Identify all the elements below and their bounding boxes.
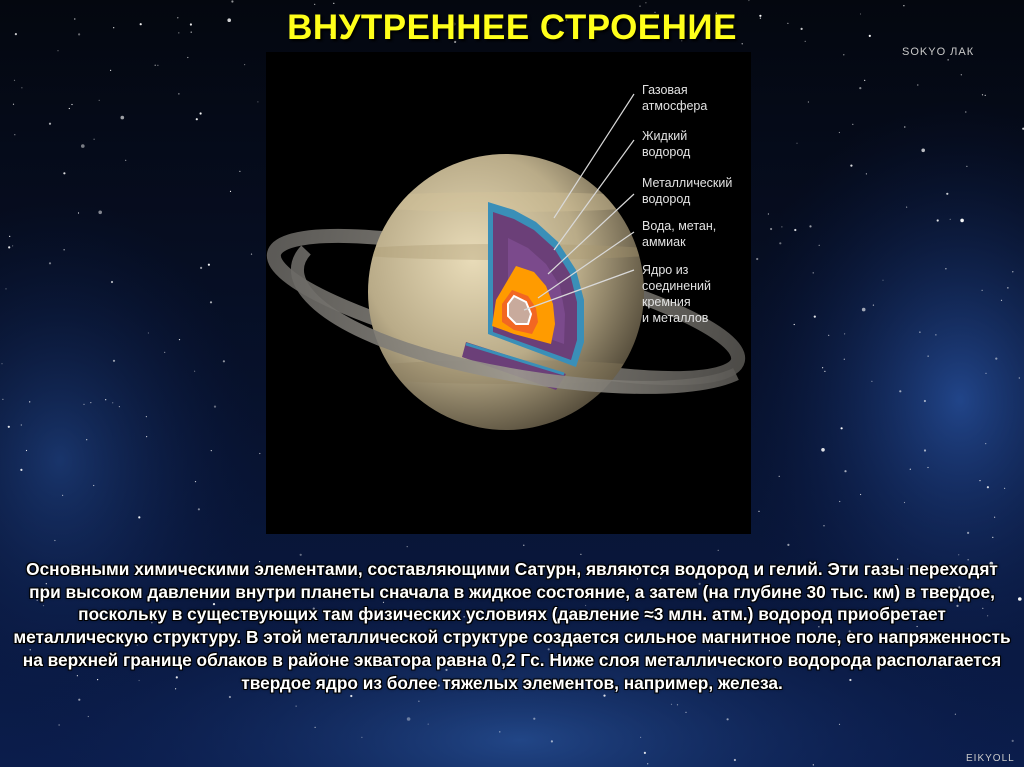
star — [844, 333, 845, 334]
star — [428, 724, 429, 725]
star — [822, 367, 823, 368]
star — [862, 308, 866, 312]
star — [823, 525, 824, 526]
star — [828, 335, 829, 336]
star — [960, 219, 964, 223]
star — [995, 358, 997, 360]
star — [69, 108, 70, 109]
star — [685, 712, 686, 713]
star — [257, 101, 258, 102]
photo-watermark-top: SOKYO ЛАК — [902, 46, 975, 58]
star — [906, 207, 907, 208]
star — [90, 402, 91, 403]
label-liquid-hydrogen: Жидкий водород — [642, 129, 691, 159]
star — [819, 245, 820, 246]
label-water-methane-ammonia: Вода, метан, аммиак — [642, 219, 717, 249]
label-gas-atmosphere: Газовая атмосфера — [642, 83, 708, 113]
star — [580, 554, 581, 555]
star — [935, 334, 936, 335]
star — [93, 485, 94, 486]
star — [300, 554, 302, 556]
star — [985, 373, 986, 374]
star — [860, 494, 861, 495]
star — [200, 112, 202, 114]
star — [333, 3, 334, 4]
star — [314, 4, 315, 5]
star — [94, 139, 95, 140]
star — [958, 554, 959, 555]
star — [640, 737, 641, 738]
star — [866, 173, 867, 174]
star — [955, 714, 956, 715]
star — [81, 144, 85, 148]
star — [12, 245, 13, 246]
star — [852, 124, 853, 125]
label-core: Ядро из соединений кремния и металлов — [642, 263, 712, 325]
star — [921, 149, 925, 153]
star — [551, 740, 553, 742]
star — [603, 695, 605, 697]
star — [29, 401, 30, 402]
star — [407, 717, 411, 721]
star — [850, 165, 852, 167]
star — [157, 65, 158, 66]
star — [86, 439, 87, 440]
label-metallic-hydrogen: Металлический водород — [642, 176, 733, 206]
star — [119, 406, 120, 407]
star — [924, 400, 926, 402]
star — [904, 502, 905, 503]
star — [903, 5, 904, 6]
star — [407, 546, 408, 547]
star — [155, 65, 156, 66]
star — [727, 718, 729, 720]
star — [794, 229, 796, 231]
star — [83, 404, 84, 405]
star — [882, 280, 883, 281]
star — [928, 356, 929, 357]
star — [839, 724, 840, 725]
star — [734, 759, 736, 761]
star — [214, 406, 216, 408]
star — [787, 544, 789, 546]
star — [296, 706, 297, 707]
star — [917, 84, 918, 85]
star — [844, 470, 846, 472]
star — [315, 727, 316, 728]
star — [644, 752, 646, 754]
star — [208, 264, 210, 266]
star — [994, 517, 995, 518]
star — [756, 258, 758, 260]
star — [899, 390, 901, 392]
star — [121, 116, 125, 120]
star — [210, 301, 212, 303]
star — [768, 213, 769, 214]
star — [647, 763, 648, 764]
star — [14, 134, 15, 135]
star — [950, 219, 951, 220]
star — [251, 254, 252, 255]
star — [871, 381, 872, 382]
star — [1, 363, 2, 364]
star — [21, 424, 22, 425]
star — [110, 70, 111, 71]
star — [904, 126, 905, 127]
star — [59, 724, 60, 725]
photo-watermark-bottom: EIKYOLL — [966, 753, 1015, 764]
star — [88, 716, 89, 717]
star — [418, 701, 419, 702]
star — [533, 718, 535, 720]
star — [841, 427, 843, 429]
star — [2, 399, 3, 400]
star — [979, 480, 980, 481]
star — [231, 0, 233, 2]
star — [1012, 271, 1013, 272]
star — [20, 469, 22, 471]
star — [796, 143, 797, 144]
star — [111, 281, 113, 283]
star — [965, 111, 966, 112]
star — [779, 476, 780, 477]
star — [839, 501, 840, 502]
star — [179, 339, 180, 340]
star — [844, 359, 845, 360]
star — [523, 545, 524, 546]
star — [982, 94, 983, 95]
star — [770, 228, 772, 230]
star — [1019, 377, 1020, 378]
star — [813, 764, 814, 765]
star — [985, 95, 986, 96]
star — [946, 193, 948, 195]
star — [1004, 488, 1005, 489]
star — [112, 402, 113, 403]
star — [824, 371, 825, 372]
star — [945, 268, 946, 269]
star — [198, 508, 200, 510]
star — [259, 453, 260, 454]
star — [985, 443, 986, 444]
star — [779, 242, 781, 244]
star — [937, 219, 939, 221]
star — [57, 50, 58, 51]
star — [961, 74, 962, 75]
star — [987, 486, 989, 488]
star — [105, 399, 106, 400]
star — [8, 246, 10, 248]
star — [113, 360, 115, 362]
star — [821, 448, 825, 452]
star — [813, 272, 814, 273]
star — [718, 550, 719, 551]
star — [196, 118, 198, 120]
slide-title: ВНУТРЕННЕЕ СТРОЕНИЕ — [287, 8, 737, 47]
star — [223, 360, 225, 362]
star — [781, 226, 782, 227]
star — [1001, 300, 1002, 301]
star — [809, 225, 811, 227]
star — [49, 123, 51, 125]
star — [26, 450, 27, 451]
star — [244, 64, 245, 65]
star — [138, 516, 140, 518]
star — [195, 481, 196, 482]
star — [873, 305, 874, 306]
star — [350, 695, 352, 697]
star — [200, 267, 202, 269]
star — [361, 737, 362, 738]
star — [14, 80, 15, 81]
star — [239, 171, 240, 172]
star — [8, 426, 10, 428]
star — [758, 511, 759, 512]
star — [1012, 740, 1014, 742]
star — [13, 104, 14, 105]
star — [125, 160, 126, 161]
star — [839, 132, 840, 133]
star — [1007, 287, 1008, 288]
star — [194, 371, 195, 372]
star — [5, 288, 6, 289]
star — [948, 59, 949, 60]
star — [639, 6, 640, 7]
star — [966, 166, 967, 167]
star — [9, 236, 10, 237]
star — [924, 449, 926, 451]
star — [211, 450, 212, 451]
star — [78, 699, 80, 701]
star — [1018, 597, 1022, 601]
star — [927, 467, 928, 468]
star — [671, 704, 672, 705]
slide-body-text: Основными химическими элементами, составляющими Сатурн, являются водород и гелий. Эти газы переходят при высоком давлении внутри планеты сначала в жидкое состояние, а затем (на глубине 30 тыс. км) в твердое, поскольку в существующих там физических условиях (давление ≈3 млн. атм.) водород приобретает металлическую структуру. В этой металлической структуре создается сильное магнитное поле, его напряженность на верхней границе облаков в районе экватора равна 0,2 Гс. Ниже слоя металлического водорода располагается твердое ядро из более тяжелых элементов, например, железа. — [13, 559, 1011, 693]
star — [808, 101, 809, 102]
star — [499, 731, 500, 732]
star — [794, 324, 795, 325]
star — [146, 416, 147, 417]
star — [230, 191, 231, 192]
star — [71, 104, 72, 105]
star — [843, 54, 844, 55]
star — [64, 249, 65, 250]
star — [645, 2, 646, 3]
star — [99, 100, 100, 101]
star — [864, 80, 865, 81]
star — [910, 469, 911, 470]
star — [78, 212, 79, 213]
star — [54, 540, 55, 541]
star — [229, 696, 231, 698]
star — [98, 211, 102, 215]
star — [859, 87, 861, 89]
star — [63, 172, 65, 174]
star — [187, 57, 188, 58]
star — [982, 290, 983, 291]
star — [677, 704, 678, 705]
star — [146, 436, 147, 437]
star — [148, 332, 149, 333]
star — [967, 532, 969, 534]
star — [919, 332, 920, 333]
star — [178, 93, 179, 94]
star — [49, 262, 51, 264]
star — [21, 87, 22, 88]
star — [164, 352, 165, 353]
star — [814, 316, 816, 318]
star — [62, 495, 63, 496]
star — [992, 537, 993, 538]
